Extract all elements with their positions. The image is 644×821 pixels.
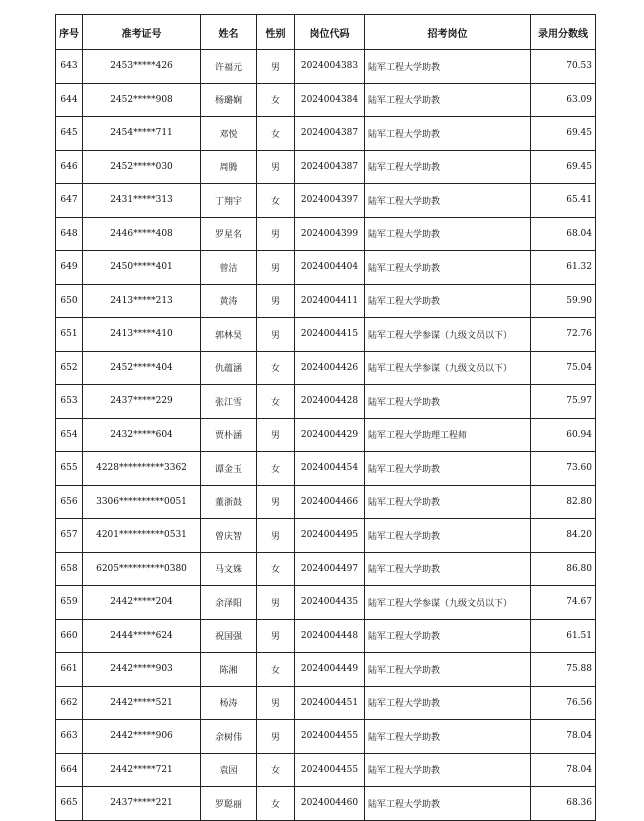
cell-gender: 女 [257, 184, 295, 218]
cell-name: 丁翔宇 [201, 184, 257, 218]
cell-gender: 男 [257, 50, 295, 84]
cell-score: 75.04 [531, 351, 596, 385]
cell-post: 陆军工程大学助教 [365, 519, 531, 553]
cell-gender: 女 [257, 753, 295, 787]
cell-score: 75.97 [531, 385, 596, 419]
cell-exam-id: 2432*****604 [83, 418, 201, 452]
table-row [56, 83, 596, 117]
cell-seq: 663 [56, 720, 83, 754]
table-row [56, 452, 596, 486]
cell-name: 罗星名 [201, 217, 257, 251]
cell-score: 82.80 [531, 485, 596, 519]
cell-gender: 男 [257, 619, 295, 653]
cell-gender: 男 [257, 686, 295, 720]
cell-seq: 650 [56, 284, 83, 318]
cell-name: 曾庆智 [201, 519, 257, 553]
cell-score: 60.94 [531, 418, 596, 452]
cell-score: 61.51 [531, 619, 596, 653]
cell-score: 78.04 [531, 753, 596, 787]
cell-name: 祝国强 [201, 619, 257, 653]
cell-gender: 女 [257, 653, 295, 687]
table-row [56, 720, 596, 754]
cell-score: 72.76 [531, 318, 596, 352]
cell-score: 65.41 [531, 184, 596, 218]
header-score: 录用分数线 [531, 15, 596, 50]
cell-post: 陆军工程大学助教 [365, 83, 531, 117]
cell-post-code: 2024004448 [295, 619, 365, 653]
cell-seq: 665 [56, 787, 83, 821]
table-row [56, 653, 596, 687]
cell-exam-id: 2442*****903 [83, 653, 201, 687]
table-row [56, 519, 596, 553]
cell-seq: 660 [56, 619, 83, 653]
cell-seq: 644 [56, 83, 83, 117]
table-row [56, 586, 596, 620]
cell-gender: 女 [257, 351, 295, 385]
cell-seq: 645 [56, 117, 83, 151]
cell-exam-id: 2437*****229 [83, 385, 201, 419]
cell-score: 59.90 [531, 284, 596, 318]
table-row [56, 619, 596, 653]
cell-post-code: 2024004387 [295, 117, 365, 151]
cell-post-code: 2024004435 [295, 586, 365, 620]
cell-post-code: 2024004415 [295, 318, 365, 352]
header-exam-id: 准考证号 [83, 15, 201, 50]
cell-post: 陆军工程大学助教 [365, 485, 531, 519]
cell-score: 69.45 [531, 117, 596, 151]
cell-exam-id: 2442*****521 [83, 686, 201, 720]
cell-post-code: 2024004455 [295, 720, 365, 754]
cell-seq: 649 [56, 251, 83, 285]
cell-exam-id: 4201**********0531 [83, 519, 201, 553]
cell-score: 78.04 [531, 720, 596, 754]
cell-name: 陈湘 [201, 653, 257, 687]
cell-post: 陆军工程大学助教 [365, 217, 531, 251]
cell-post-code: 2024004451 [295, 686, 365, 720]
cell-name: 邓悦 [201, 117, 257, 151]
cell-post-code: 2024004384 [295, 83, 365, 117]
cell-exam-id: 2444*****624 [83, 619, 201, 653]
cell-seq: 658 [56, 552, 83, 586]
header-name: 姓名 [201, 15, 257, 50]
cell-post: 陆军工程大学助教 [365, 686, 531, 720]
cell-post-code: 2024004497 [295, 552, 365, 586]
cell-exam-id: 2437*****221 [83, 787, 201, 821]
table-row [56, 184, 596, 218]
cell-name: 周腾 [201, 150, 257, 184]
header-gender: 性别 [257, 15, 295, 50]
cell-exam-id: 2452*****030 [83, 150, 201, 184]
cell-gender: 男 [257, 150, 295, 184]
cell-name: 余泽阳 [201, 586, 257, 620]
cell-exam-id: 2413*****410 [83, 318, 201, 352]
cell-exam-id: 2446*****408 [83, 217, 201, 251]
cell-name: 许福元 [201, 50, 257, 84]
cell-name: 贾朴涵 [201, 418, 257, 452]
cell-score: 61.32 [531, 251, 596, 285]
cell-gender: 男 [257, 284, 295, 318]
cell-gender: 女 [257, 117, 295, 151]
table-row [56, 686, 596, 720]
cell-seq: 662 [56, 686, 83, 720]
cell-exam-id: 3306**********0051 [83, 485, 201, 519]
table-header-row [56, 15, 596, 50]
table-row [56, 753, 596, 787]
cell-exam-id: 4228**********3362 [83, 452, 201, 486]
cell-post-code: 2024004387 [295, 150, 365, 184]
cell-post-code: 2024004397 [295, 184, 365, 218]
cell-post: 陆军工程大学助教 [365, 150, 531, 184]
cell-exam-id: 2453*****426 [83, 50, 201, 84]
cell-post-code: 2024004428 [295, 385, 365, 419]
cell-gender: 女 [257, 452, 295, 486]
cell-seq: 656 [56, 485, 83, 519]
cell-name: 谭金玉 [201, 452, 257, 486]
cell-gender: 女 [257, 552, 295, 586]
cell-post: 陆军工程大学参谋（九级文员以下） [365, 351, 531, 385]
cell-post-code: 2024004454 [295, 452, 365, 486]
cell-post: 陆军工程大学助教 [365, 117, 531, 151]
cell-post: 陆军工程大学助理工程师 [365, 418, 531, 452]
cell-score: 75.88 [531, 653, 596, 687]
cell-gender: 男 [257, 519, 295, 553]
table-row [56, 50, 596, 84]
cell-seq: 646 [56, 150, 83, 184]
cell-post-code: 2024004426 [295, 351, 365, 385]
table-body [56, 50, 596, 821]
cell-post: 陆军工程大学参谋（九级文员以下） [365, 586, 531, 620]
table-row [56, 418, 596, 452]
cell-seq: 664 [56, 753, 83, 787]
cell-gender: 男 [257, 418, 295, 452]
cell-gender: 男 [257, 251, 295, 285]
cell-gender: 男 [257, 485, 295, 519]
cell-seq: 659 [56, 586, 83, 620]
cell-name: 黄涛 [201, 284, 257, 318]
cell-post: 陆军工程大学助教 [365, 753, 531, 787]
cell-score: 69.45 [531, 150, 596, 184]
cell-gender: 男 [257, 217, 295, 251]
cell-seq: 651 [56, 318, 83, 352]
cell-seq: 657 [56, 519, 83, 553]
cell-name: 张江雪 [201, 385, 257, 419]
results-table [55, 14, 596, 821]
cell-score: 86.80 [531, 552, 596, 586]
cell-score: 74.67 [531, 586, 596, 620]
cell-post: 陆军工程大学助教 [365, 452, 531, 486]
cell-name: 郭林昊 [201, 318, 257, 352]
cell-name: 马文姝 [201, 552, 257, 586]
cell-gender: 男 [257, 586, 295, 620]
cell-post: 陆军工程大学助教 [365, 50, 531, 84]
cell-name: 罗聪丽 [201, 787, 257, 821]
cell-seq: 652 [56, 351, 83, 385]
cell-seq: 653 [56, 385, 83, 419]
cell-seq: 643 [56, 50, 83, 84]
cell-exam-id: 2413*****213 [83, 284, 201, 318]
table-row [56, 385, 596, 419]
cell-exam-id: 2452*****908 [83, 83, 201, 117]
cell-post-code: 2024004460 [295, 787, 365, 821]
cell-score: 84.20 [531, 519, 596, 553]
cell-seq: 648 [56, 217, 83, 251]
cell-score: 76.56 [531, 686, 596, 720]
cell-exam-id: 2442*****906 [83, 720, 201, 754]
cell-exam-id: 2454*****711 [83, 117, 201, 151]
cell-score: 63.09 [531, 83, 596, 117]
cell-gender: 男 [257, 318, 295, 352]
cell-post-code: 2024004455 [295, 753, 365, 787]
cell-exam-id: 2442*****204 [83, 586, 201, 620]
cell-exam-id: 2450*****401 [83, 251, 201, 285]
table-row [56, 485, 596, 519]
header-post: 招考岗位 [365, 15, 531, 50]
cell-name: 杨璐娴 [201, 83, 257, 117]
table-row [56, 117, 596, 151]
cell-name: 余树伟 [201, 720, 257, 754]
cell-post-code: 2024004429 [295, 418, 365, 452]
cell-gender: 女 [257, 83, 295, 117]
table-row [56, 552, 596, 586]
cell-name: 董浙鼓 [201, 485, 257, 519]
cell-gender: 女 [257, 787, 295, 821]
cell-name: 袁园 [201, 753, 257, 787]
cell-post-code: 2024004495 [295, 519, 365, 553]
cell-post: 陆军工程大学助教 [365, 184, 531, 218]
cell-exam-id: 6205**********0380 [83, 552, 201, 586]
cell-post: 陆军工程大学参谋（九级文员以下） [365, 318, 531, 352]
cell-name: 杨涛 [201, 686, 257, 720]
cell-score: 68.04 [531, 217, 596, 251]
cell-post: 陆军工程大学助教 [365, 251, 531, 285]
cell-seq: 661 [56, 653, 83, 687]
table-row [56, 787, 596, 821]
cell-post-code: 2024004411 [295, 284, 365, 318]
cell-score: 68.36 [531, 787, 596, 821]
cell-post-code: 2024004399 [295, 217, 365, 251]
cell-post: 陆军工程大学助教 [365, 653, 531, 687]
cell-gender: 女 [257, 385, 295, 419]
cell-post: 陆军工程大学助教 [365, 385, 531, 419]
cell-post-code: 2024004404 [295, 251, 365, 285]
cell-post: 陆军工程大学助教 [365, 720, 531, 754]
cell-exam-id: 2442*****721 [83, 753, 201, 787]
cell-name: 曾洁 [201, 251, 257, 285]
cell-post: 陆军工程大学助教 [365, 787, 531, 821]
table-row [56, 284, 596, 318]
cell-post: 陆军工程大学助教 [365, 284, 531, 318]
cell-score: 70.53 [531, 50, 596, 84]
table-row [56, 251, 596, 285]
cell-name: 仇蕴涵 [201, 351, 257, 385]
cell-exam-id: 2431*****313 [83, 184, 201, 218]
cell-post: 陆军工程大学助教 [365, 619, 531, 653]
cell-post-code: 2024004466 [295, 485, 365, 519]
cell-post-code: 2024004449 [295, 653, 365, 687]
cell-seq: 654 [56, 418, 83, 452]
cell-score: 73.60 [531, 452, 596, 486]
table-row [56, 217, 596, 251]
table-row [56, 318, 596, 352]
cell-gender: 男 [257, 720, 295, 754]
header-post-code: 岗位代码 [295, 15, 365, 50]
cell-post: 陆军工程大学助教 [365, 552, 531, 586]
cell-post-code: 2024004383 [295, 50, 365, 84]
cell-exam-id: 2452*****404 [83, 351, 201, 385]
table-row [56, 150, 596, 184]
cell-seq: 647 [56, 184, 83, 218]
cell-seq: 655 [56, 452, 83, 486]
table-row [56, 351, 596, 385]
header-seq: 序号 [56, 15, 83, 50]
